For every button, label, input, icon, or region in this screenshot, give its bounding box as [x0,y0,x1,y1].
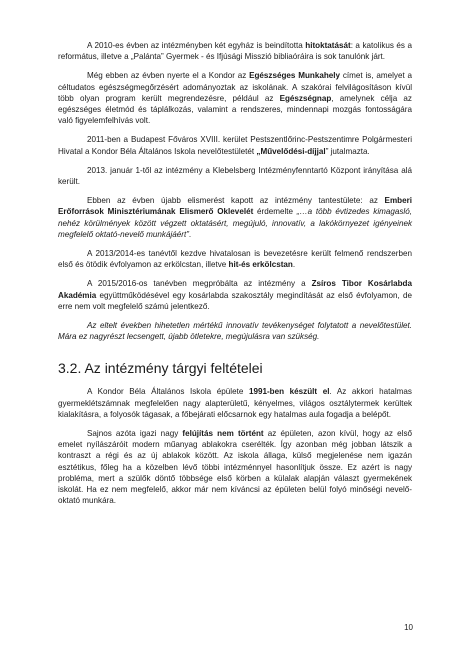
bold-text: Egészségnap [279,93,332,103]
text-run: 2011-ben a Budapest Főváros XVIII. kerület Pestszentlőrinc-Pestszentimre Polgármesteri Hivatal a Kondor Béla Általános Iskola nevelőtestületét [58,135,412,156]
paragraph [58,248,412,270]
paragraph [58,70,412,126]
text-run: A Kondor Béla Általános Iskola épülete [87,387,249,397]
bold-text: Egészséges Munkahely [249,71,341,81]
text-run: A 2010-es évben az intézményben két egyház is beindította [87,41,306,50]
text-run: . [188,229,192,239]
text-run: Sajnos azóta igazi nagy [87,429,183,439]
text-run: együttműködésével egy kosárlabda szakosztály megindítását az első évfolyamon, de erre nem volt megfelelő számú jelentkező. [58,290,412,311]
paragraph [58,278,412,312]
text-run: A 2015/2016-os tanévben megpróbálta az intézmény a [87,279,312,289]
page-content [58,40,412,515]
section-heading: 3.2. Az intézmény tárgyi feltételei [58,360,263,377]
paragraph [58,134,412,156]
text-run: . [292,260,296,270]
bold-text: hitoktatását [305,41,351,50]
paragraph [58,386,412,420]
text-run: A 2013/2014-es tanévtől kezdve hivatalosan is bevezetésre került felmenő rendszerben első és ötödik évfolyamon az erkölcstan, illetve [58,249,412,270]
text-run: címet is, amelyet a céltudatos egészségmegőrzésért adományoztak az iskolának. A szakórai felvilágosításon kívül több olyan program került megrendezésre, például az [58,71,412,103]
section-paragraphs [58,386,412,506]
italic-text: Az eltelt években hihetetlen mértékű innovatív tevékenységet folytatott a nevelőtestület. Mára ez nagyrészt lecsengett, újabb ötletekre, megújulásra van szükség. [58,321,412,342]
paragraph [58,428,412,506]
bold-text: Emberi Erőforrások Minisztériumának Elismerő Oklevelét [58,196,412,217]
text-run: , amelynek célja az egészséges életmód és táplálkozás, valamint a rendszeres, mindennapi mozgás fontosságára való figyelemfelhívás volt. [58,93,412,126]
text-run: az épületen, azon kívül, hogy az első emelet nyílászáróit modern műanyag ablakokra cserélték. Így azonban még jobban látszik a kontraszt a régi és az új ablakok között. Az iskola állaga, külső megjelenése nem igazán esztétikus, főleg ha a közelben lévő többi intézménnyel hasonlítjuk össze. Ez azért is nagy probléma, mert a szülők döntő többsége első körben a külalak alapján választ gyermekének iskolát. Ha ez nem megfelelő, akkor már nem kíváncsi az épületen belül folyó minőségi nevelő-oktató munkára. [58,429,412,506]
text-run: 2013. január 1-től az intézmény a Klebelsberg Intézményfenntartó Központ irányítása alá került. [58,165,412,187]
text-run: Még ebben az évben nyerte el a Kondor az [87,71,250,81]
text-run: ” jutalmazta. [325,146,370,156]
history-paragraphs [58,40,412,342]
bold-text: „Művelődési-díjjal [256,146,326,156]
paragraph [58,40,412,62]
paragraph [58,195,412,240]
bold-text: hit-és erkölcstan [228,260,293,270]
bold-text: felújítás nem történt [182,429,264,439]
italic-text: „…a több évtizedes kimagasló, nehéz körülmények között végzett oktatásért, megújuló, innovatív, a lakókörnyezet igényeinek megfelelő oktató-nevelő munkájáért” [58,207,412,239]
bold-text: 1991-ben készült el [248,387,330,397]
text-run: Ebben az évben újabb elismerést kapott az intézmény tantestülete: az [87,196,385,206]
paragraph [58,320,412,342]
page-number: 10 [404,623,413,632]
paragraph [58,165,412,187]
text-run: érdemelte [253,207,297,217]
text-run: : a katolikus és a református, illetve a „Palánta” Gyermek - és Ifjúsági Misszió bibliaóráira is sok tanulónk járt. [58,41,412,62]
text-run: . Az akkori hatalmas gyermeklétszámnak megfelelően nagy alapterületű, kényelmes, világos osztálytermek kerültek kialakításra, a folyosók tágasak, a főbejárati előcsarnok egy hatalmas aula fogadja a belépőt. [58,387,412,419]
bold-text: Zsíros Tibor Kosárlabda Akadémia [58,279,412,300]
